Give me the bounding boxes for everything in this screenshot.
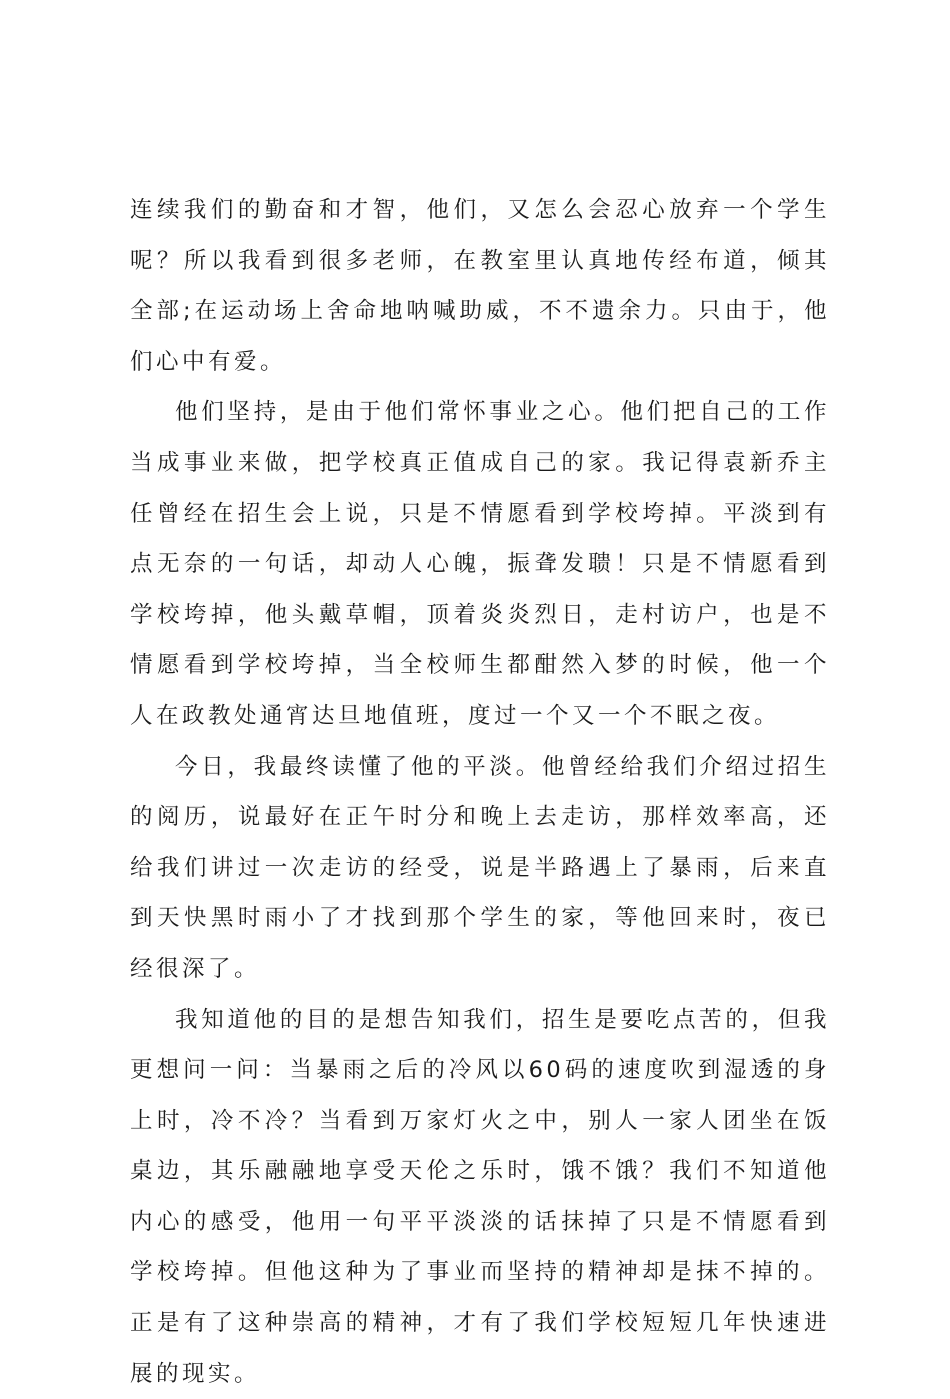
- paragraph-1: 连续我们的勤奋和才智，他们，又怎么会忍心放弃一个学生呢？所以我看到很多老师，在教室里认真地传经布道，倾其全部;在运动场上舍命地呐喊助威，不不遗余力。只由于，他们心中有爱。: [130, 185, 830, 387]
- paragraph-4: 我知道他的目的是想告知我们，招生是要吃点苦的，但我更想问一问：当暴雨之后的冷风以60码的速度吹到湿透的身上时，冷不冷？当看到万家灯火之中，别人一家人团坐在饭桌边，其乐融融地享受天伦之乐时，饿不饿？我们不知道他内心的感受，他用一句平平淡淡的话抹掉了只是不情愿看到学校垮掉。但他这种为了事业而坚持的精神却是抹不掉的。正是有了这种崇高的精神，才有了我们学校短短几年快速进展的现实。: [130, 995, 830, 1399]
- paragraph-2: 他们坚持，是由于他们常怀事业之心。他们把自己的工作当成事业来做，把学校真正值成自己的家。我记得袁新乔主任曾经在招生会上说，只是不情愿看到学校垮掉。平淡到有点无奈的一句话，却动人心魄，振聋发聩！只是不情愿看到学校垮掉，他头戴草帽，顶着炎炎烈日，走村访户，也是不情愿看到学校垮掉，当全校师生都酣然入梦的时候，他一个人在政教处通宵达旦地值班，度过一个又一个不眠之夜。: [130, 387, 830, 741]
- paragraph-3: 今日，我最终读懂了他的平淡。他曾经给我们介绍过招生的阅历，说最好在正午时分和晚上去走访，那样效率高，还给我们讲过一次走访的经受，说是半路遇上了暴雨，后来直到天快黑时雨小了才找到那个学生的家，等他回来时，夜已经很深了。: [130, 742, 830, 995]
- document-body: [130, 185, 830, 1399]
